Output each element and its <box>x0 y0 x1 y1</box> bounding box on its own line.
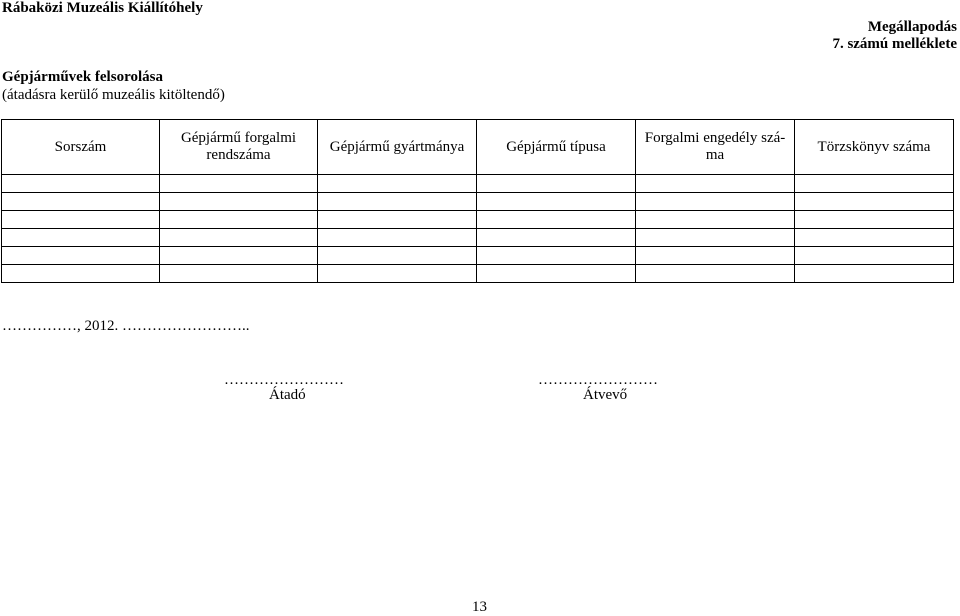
table-cell[interactable] <box>2 175 160 193</box>
table-cell[interactable] <box>318 265 477 283</box>
table-cell[interactable] <box>636 175 795 193</box>
table-cell[interactable] <box>160 265 318 283</box>
table-cell[interactable] <box>795 175 954 193</box>
table-cell[interactable] <box>2 265 160 283</box>
table-cell[interactable] <box>636 211 795 229</box>
column-header-make: Gépjármű gyártmánya <box>318 120 477 175</box>
table-cell[interactable] <box>477 175 636 193</box>
table-cell[interactable] <box>477 265 636 283</box>
table-cell[interactable] <box>160 247 318 265</box>
table-cell[interactable] <box>160 175 318 193</box>
table-cell[interactable] <box>160 193 318 211</box>
table-row <box>2 211 954 229</box>
table-cell[interactable] <box>636 247 795 265</box>
list-subtitle: (átadásra kerülő muzeális kitöltendő) <box>2 87 225 103</box>
table-cell[interactable] <box>477 229 636 247</box>
receiver-signature-line: …………………… <box>538 372 658 388</box>
column-header-type: Gépjármű típusa <box>477 120 636 175</box>
table-row <box>2 229 954 247</box>
table-row <box>2 193 954 211</box>
receiver-label: Átvevő <box>583 387 628 403</box>
table-cell[interactable] <box>636 265 795 283</box>
page-number: 13 <box>472 599 487 615</box>
table-cell[interactable] <box>795 193 954 211</box>
table-cell[interactable] <box>795 211 954 229</box>
table-cell[interactable] <box>318 193 477 211</box>
table-cell[interactable] <box>636 193 795 211</box>
column-header-registry-book-number: Törzskönyv száma <box>795 120 954 175</box>
table-cell[interactable] <box>795 247 954 265</box>
handover-label: Átadó <box>269 387 306 403</box>
table-cell[interactable] <box>477 211 636 229</box>
table-cell[interactable] <box>318 229 477 247</box>
table-cell[interactable] <box>160 229 318 247</box>
table-cell[interactable] <box>318 175 477 193</box>
column-header-license-number: Forgalmi engedély szá- ma <box>636 120 795 175</box>
table-cell[interactable] <box>2 193 160 211</box>
table-cell[interactable] <box>318 247 477 265</box>
table-cell[interactable] <box>160 211 318 229</box>
table-row <box>2 175 954 193</box>
table-cell[interactable] <box>795 229 954 247</box>
table-cell[interactable] <box>318 211 477 229</box>
table-row <box>2 265 954 283</box>
handover-signature-line: …………………… <box>224 372 344 388</box>
table-cell[interactable] <box>2 211 160 229</box>
table-cell[interactable] <box>477 247 636 265</box>
vehicle-table <box>1 119 954 283</box>
table-cell[interactable] <box>2 229 160 247</box>
column-header-registration: Gépjármű forgalmi rendszáma <box>160 120 318 175</box>
list-title: Gépjárművek felsorolása <box>2 69 163 85</box>
place-date-line: ……………, 2012. …………………….. <box>2 318 250 334</box>
table-row <box>2 247 954 265</box>
museum-title: Rábaközi Muzeális Kiállítóhely <box>2 0 203 16</box>
table-cell[interactable] <box>477 193 636 211</box>
agreement-title: Megállapodás <box>867 19 957 35</box>
table-cell[interactable] <box>2 247 160 265</box>
annex-label: 7. számú melléklete <box>832 36 957 52</box>
table-cell[interactable] <box>636 229 795 247</box>
table-header-row <box>2 120 954 175</box>
table-cell[interactable] <box>795 265 954 283</box>
column-header-serial: Sorszám <box>2 120 160 175</box>
